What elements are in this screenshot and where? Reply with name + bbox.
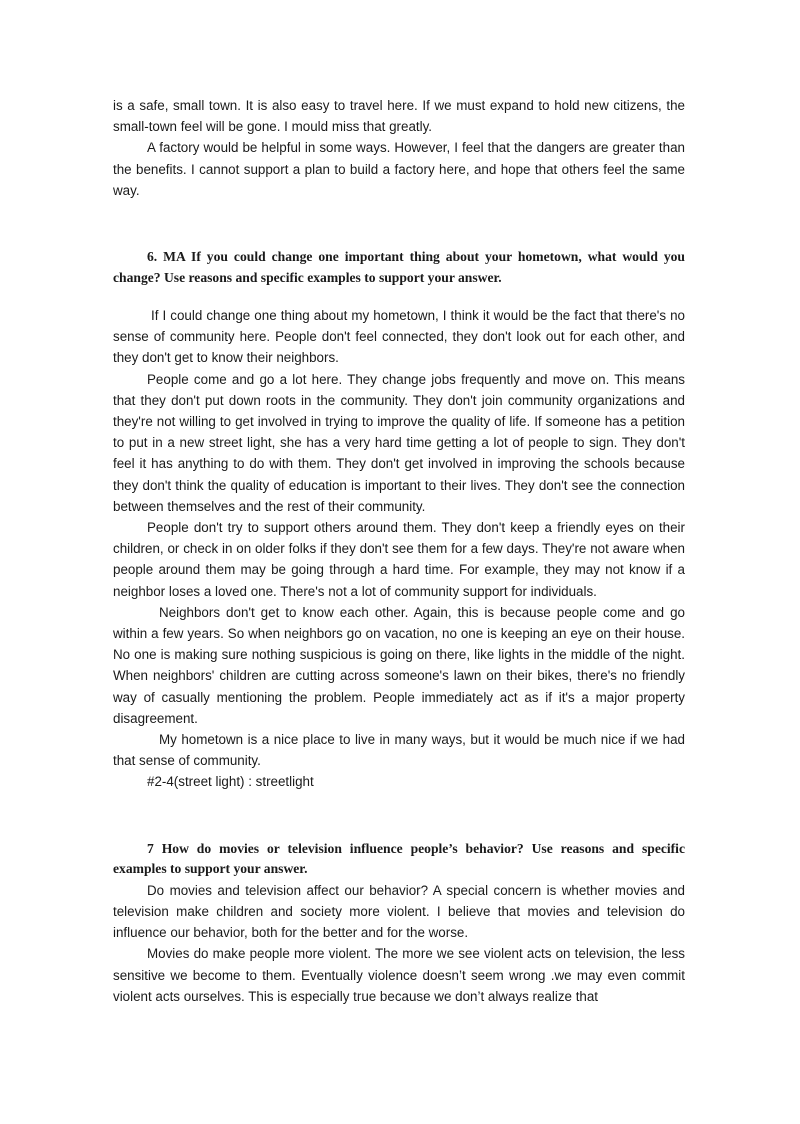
document-page xyxy=(113,95,685,1007)
section-heading: 7 How do movies or television influence people’s behavior? Use reasons and specific examples to support your answer. xyxy=(113,840,685,877)
body-paragraph: Neighbors don't get to know each other. Again, this is because people come and go within a few years. So when neighbors go on vacation, no one is keeping an eye on their house. No one is making sure nothing suspicious is going on there, like lights in the middle of the night. When neighbors' children are cutting across someone's lawn on their bikes, there's no friendly way of casually mentioning the problem. People immediately act as if it's a major property disagreement. xyxy=(113,604,685,726)
body-paragraph: People come and go a lot here. They change jobs frequently and move on. This means that they don't put down roots in the community. They don't join community organizations and they're not willing to get involved in trying to improve the quality of life. If someone has a petition to put in a new street light, she has a very hard time getting a lot of people to sign. They don't feel it has anything to do with them. They don't get involved in improving the schools because they don't think the quality of education is important to their lives. They don't see the connection between themselves and the rest of their community. xyxy=(113,371,685,514)
section-spacer xyxy=(113,793,685,839)
body-paragraph: My hometown is a nice place to live in many ways, but it would be much nice if we had that sense of community. xyxy=(113,732,685,769)
body-paragraph: A factory would be helpful in some ways. However, I feel that the dangers are greater than the benefits. I cannot support a plan to build a factory here, and hope that others feel the same way. xyxy=(113,140,685,198)
body-paragraph: is a safe, small town. It is also easy to travel here. If we must expand to hold new citizens, the small-town feel will be gone. I mould miss that greatly. xyxy=(113,98,685,135)
section-spacer xyxy=(113,201,685,247)
body-paragraph: Do movies and television affect our behavior? A special concern is whether movies and television make children and society more violent. I believe that movies and television do influence our behavior, both for the better and for the worse. xyxy=(113,882,685,941)
body-paragraph: If I could change one thing about my hometown, I think it would be the fact that there's no sense of community here. People don't feel connected, they don't look out for each other, and they don't get to know their neighbors. xyxy=(113,308,685,366)
vocabulary-note: #2-4(street light) : streetlight xyxy=(147,774,314,790)
body-paragraph: Movies do make people more violent. The more we see violent acts on television, the less sensitive we become to them. Eventually violence doesn’t seem wrong .we may even commit violent acts ourselves. This is especially true because we don’t always realize that xyxy=(113,946,685,1004)
body-paragraph: People don't try to support others around them. They don't keep a friendly eyes on their children, or check in on older folks if they don't see them for a few days. They're not aware when people around them may be going through a hard time. For example, they may not know if a neighbor loses a loved one. There's not a lot of community support for individuals. xyxy=(113,520,685,599)
section-heading: 6. MA If you could change one important thing about your hometown, what would you change? Use reasons and specific examples to support your answer. xyxy=(113,249,685,285)
heading-spacer xyxy=(113,288,685,305)
